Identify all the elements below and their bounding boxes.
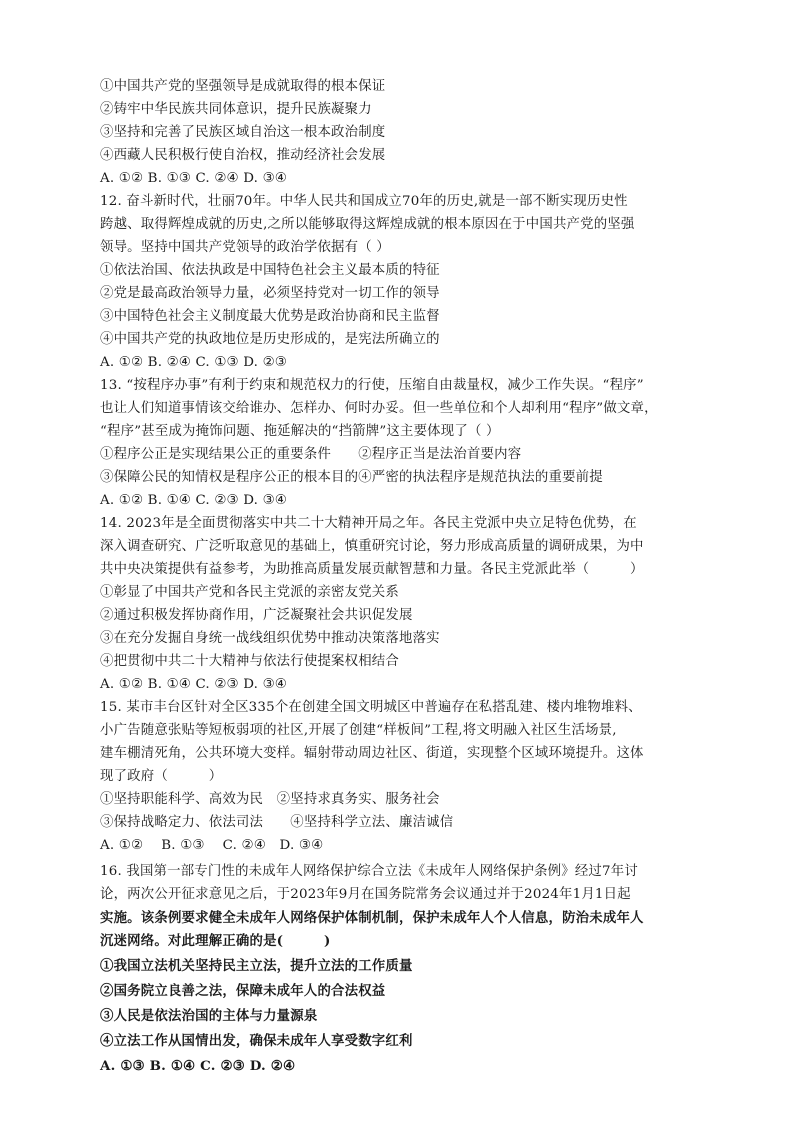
- q11-answer-choices: A. ①② B. ①③ C. ②④ D. ③④: [100, 171, 287, 186]
- q13-answer-choices: A. ①② B. ①④ C. ②③ D. ③④: [100, 493, 287, 508]
- q15-stem-line-1: 15. 某市丰台区针对全区335个在创建全国文明城区中普遍存在私搭乱建、楼内堆物堆料、: [100, 700, 642, 715]
- q14-option-4: ④把贯彻中共二十大精神与依法行使提案权相结合: [100, 654, 399, 669]
- q15-stem-line-4: 现了政府（ ）: [100, 769, 223, 784]
- q14-stem-line-2: 深入调查研究、广泛听取意见的基础上，慎重研究讨论，努力形成高质量的调研成果，为中: [100, 539, 644, 554]
- q14-option-3: ③在充分发掘自身统一战线组织优势中推动决策落地落实: [100, 631, 440, 646]
- q13-stem-line-3: “程序”甚至成为掩饰问题、拖延解决的“挡箭牌”这主要体现了（ ）: [100, 424, 500, 439]
- q16-option-4: ④立法工作从国情出发，确保未成年人享受数字红利: [100, 1033, 413, 1049]
- q16-stem-line-3: 实施。该条例要求健全未成年人网络保护体制机制，保护未成年人个人信息，防治未成年人: [100, 910, 644, 926]
- q16-option-2: ②国务院立良善之法，保障未成年人的合法权益: [100, 983, 386, 999]
- q12-option-4: ④中国共产党的执政地位是历史形成的，是宪法所确立的: [100, 332, 440, 347]
- q14-option-2: ②通过积极发挥协商作用，广泛凝聚社会共识促发展: [100, 608, 413, 623]
- q12-stem-line-3: 领导。坚持中国共产党领导的政治学依据有（ ）: [100, 240, 390, 255]
- q15-stem-line-2: 小广告随意张贴等短板弱项的社区,开展了创建“样板间”工程,将文明融入社区生活场景,: [100, 723, 617, 738]
- q12-option-2: ②党是最高政治领导力量，必须坚持党对一切工作的领导: [100, 286, 440, 301]
- q14-option-1: ①彰显了中国共产党和各民主党派的亲密友党关系: [100, 585, 399, 600]
- q15-option-1-2: ①坚持职能科学、高效为民 ②坚持求真务实、服务社会: [100, 792, 440, 807]
- q13-stem-line-2: 也让人们知道事情该交给谁办、怎样办、何时办妥。但一些单位和个人却利用“程序”做文章，: [100, 401, 658, 416]
- q11-option-1: ①中国共产党的坚强领导是成就取得的根本保证: [100, 79, 386, 94]
- q15-stem-line-3: 建车棚清死角，公共环境大变样。辐射带动周边社区、街道，实现整个区域环境提升。这体: [100, 746, 644, 761]
- q12-option-1: ①依法治国、依法执政是中国特色社会主义最本质的特征: [100, 263, 440, 278]
- q12-stem-line-1: 12. 奋斗新时代，壮丽70年。中华人民共和国成立70年的历史,就是一部不断实现历史性: [100, 194, 628, 209]
- q14-stem-line-1: 14. 2023年是全面贯彻落实中共二十大精神开局之年。各民主党派中央立足特色优势，在: [100, 516, 637, 531]
- q15-option-3-4: ③保持战略定力、依法司法 ④坚持科学立法、廉洁诚信: [100, 815, 454, 830]
- q12-stem-line-2: 跨越、取得辉煌成就的历史,之所以能够取得这辉煌成就的根本原因在于中国共产党的坚强: [100, 217, 635, 232]
- q12-option-3: ③中国特色社会主义制度最大优势是政治协商和民主监督: [100, 309, 440, 324]
- q16-option-1: ①我国立法机关坚持民主立法，提升立法的工作质量: [100, 958, 413, 974]
- q14-answer-choices: A. ①② B. ①④ C. ②③ D. ③④: [100, 677, 287, 692]
- q11-option-3: ③坚持和完善了民族区域自治这一根本政治制度: [100, 125, 386, 140]
- q12-answer-choices: A. ①② B. ②④ C. ①③ D. ②③: [100, 355, 287, 370]
- q11-option-2: ②铸牢中华民族共同体意识，提升民族凝聚力: [100, 102, 372, 117]
- q16-stem-line-1: 16. 我国第一部专门性的未成年人网络保护综合立法《未成年人网络保护条例》经过7年讨: [100, 864, 638, 879]
- q15-answer-choices: A. ①② B. ①③ C. ②④ D. ③④: [100, 838, 324, 853]
- q16-stem-line-2: 论，两次公开征求意见之后，于2023年9月在国务院常务会议通过并于2024年1月1日起: [100, 887, 631, 902]
- q16-stem-line-4: 沉迷网络。对此理解正确的是( ): [100, 933, 331, 949]
- q13-stem-line-1: 13. “按程序办事”有利于约束和规范权力的行使，压缩自由裁量权，减少工作失误。“程序”: [100, 378, 644, 393]
- q14-stem-line-3: 共中央决策提供有益参考，为助推高质量发展贡献智慧和力量。各民主党派此举（ ）: [100, 562, 644, 577]
- q16-answer-choices: A. ①③ B. ①④ C. ②③ D. ②④: [100, 1058, 296, 1074]
- q11-option-4: ④西藏人民积极行使自治权，推动经济社会发展: [100, 148, 386, 163]
- q16-option-3: ③人民是依法治国的主体与力量源泉: [100, 1008, 318, 1024]
- q13-option-1-2: ①程序公正是实现结果公正的重要条件 ②程序正当是法治首要内容: [100, 447, 522, 462]
- q13-option-3-4: ③保障公民的知情权是程序公正的根本目的④严密的执法程序是规范执法的重要前提: [100, 470, 603, 485]
